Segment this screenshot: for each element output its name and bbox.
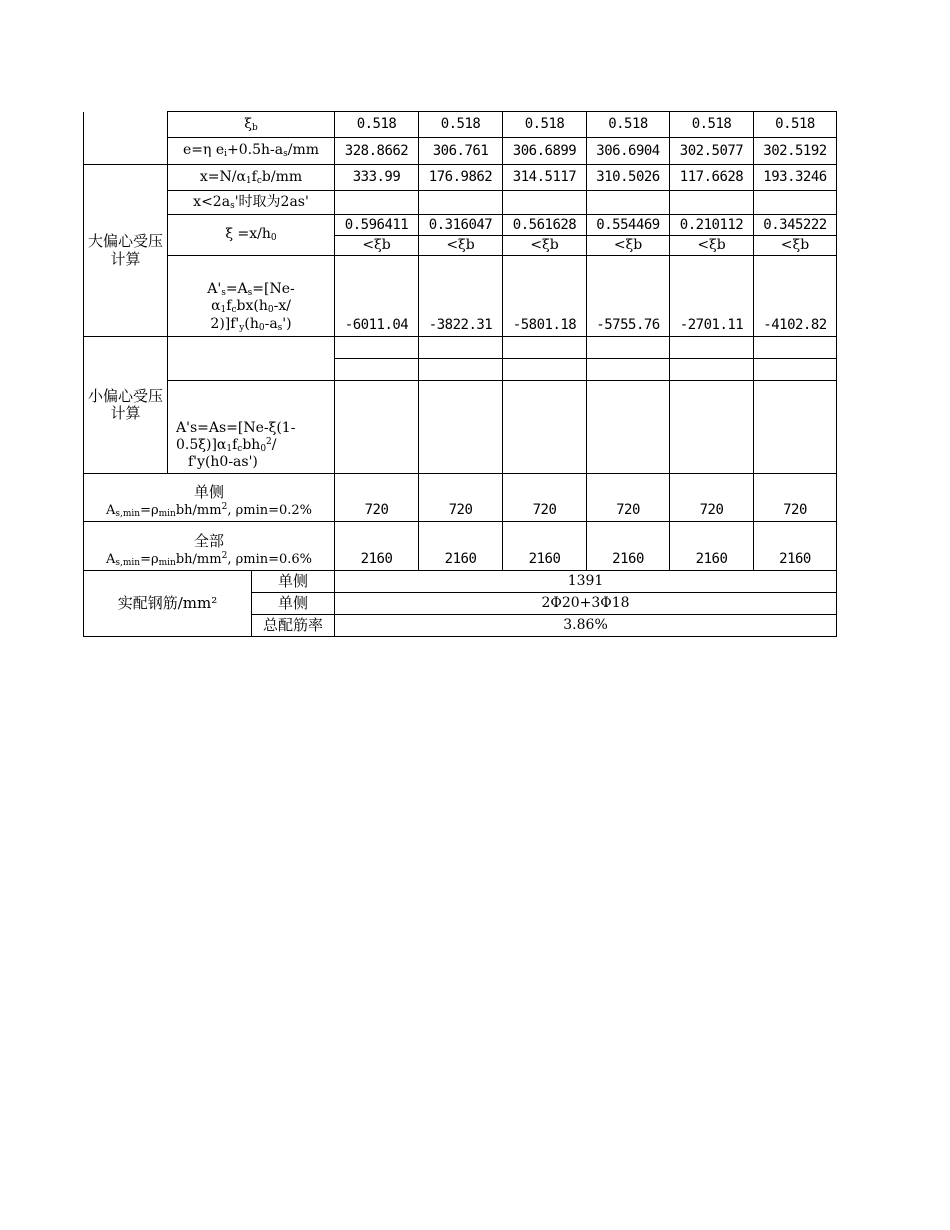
- value-cell[interactable]: 720: [419, 474, 503, 522]
- value-cell[interactable]: 0.518: [670, 112, 754, 138]
- group-label-large-text: 大偏心受压计算: [87, 232, 163, 268]
- value-cell[interactable]: 302.5192: [754, 138, 837, 165]
- table-row: [84, 474, 837, 522]
- row-label-xi-b: $\xi_b$: [168, 112, 335, 138]
- row-label-xi: $\xi =x/h_0$: [168, 215, 335, 256]
- value-cell[interactable]: 2160: [503, 522, 587, 571]
- empty-cell[interactable]: [587, 359, 670, 381]
- table-row: [84, 256, 837, 337]
- empty-cell[interactable]: [419, 337, 503, 359]
- value-cell[interactable]: -2701.11: [670, 256, 754, 337]
- formula-line: A's=As=[Ne-ξ(1-: [176, 420, 296, 437]
- value-cell[interactable]: 0.518: [754, 112, 837, 138]
- value-cell[interactable]: 720: [754, 474, 837, 522]
- value-cell[interactable]: 306.761: [419, 138, 503, 165]
- row-label-x-rule: $x<2a_s'$时取为2as': [168, 191, 335, 215]
- value-cell[interactable]: 306.6899: [503, 138, 587, 165]
- row-title: 全部: [194, 532, 225, 551]
- actual-label: 单侧: [252, 571, 335, 593]
- table-row: [84, 215, 837, 236]
- value-cell[interactable]: 0.554469: [587, 215, 670, 236]
- compare-cell[interactable]: <ξb: [587, 236, 670, 256]
- value-cell[interactable]: 176.9862: [419, 165, 503, 191]
- row-label-min-single: [84, 474, 335, 522]
- table-row: [84, 571, 837, 593]
- group-label-small: [84, 337, 168, 474]
- empty-cell[interactable]: [754, 359, 837, 381]
- value-cell[interactable]: 0.518: [335, 112, 419, 138]
- value-cell[interactable]: 0.596411: [335, 215, 419, 236]
- value-cell[interactable]: 2160: [670, 522, 754, 571]
- value-cell[interactable]: 2160: [587, 522, 670, 571]
- empty-cell[interactable]: [503, 337, 587, 359]
- row-label-as-small: [168, 381, 335, 474]
- empty-cell[interactable]: [335, 337, 419, 359]
- formula-line: $A_{s,min}=\rho_{min}bh/mm^2$, ρmin=0.2%: [106, 501, 313, 519]
- table-row: [84, 165, 837, 191]
- row-title: 单侧: [194, 483, 225, 502]
- empty-cell[interactable]: [754, 337, 837, 359]
- value-cell[interactable]: 0.561628: [503, 215, 587, 236]
- actual-label: 单侧: [252, 593, 335, 615]
- value-cell[interactable]: 333.99: [335, 165, 419, 191]
- row-label-e: e=η $e_i+0.5h-a_s/mm$: [168, 138, 335, 165]
- table-row: [84, 138, 837, 165]
- table-row: [84, 112, 837, 138]
- value-cell[interactable]: 0.316047: [419, 215, 503, 236]
- empty-cell[interactable]: [503, 381, 587, 474]
- actual-value[interactable]: 2Φ20+3Φ18: [335, 593, 837, 615]
- formula-line: $2)]f'_y(h_0-a_s')$: [210, 315, 292, 333]
- formula-line: $A'_s=A_s=[Ne-$: [207, 280, 295, 298]
- formula-line: $\alpha_1f_cbx(h_0-x/$: [211, 298, 291, 316]
- formula-line: $0.5\xi)]\alpha_1f_cbh_0^2/$: [176, 436, 277, 454]
- value-cell[interactable]: -6011.04: [335, 256, 419, 337]
- empty-cell[interactable]: [670, 191, 754, 215]
- table-row: [84, 381, 837, 474]
- value-cell[interactable]: 720: [587, 474, 670, 522]
- value-cell[interactable]: -3822.31: [419, 256, 503, 337]
- empty-cell[interactable]: [754, 381, 837, 474]
- value-cell[interactable]: 720: [670, 474, 754, 522]
- group-label-large: [84, 165, 168, 337]
- blank-label-cell: [168, 337, 335, 381]
- value-cell[interactable]: 2160: [754, 522, 837, 571]
- empty-cell[interactable]: [335, 381, 419, 474]
- row-label-min-total: [84, 522, 335, 571]
- value-cell[interactable]: 0.518: [587, 112, 670, 138]
- value-cell[interactable]: 306.6904: [587, 138, 670, 165]
- empty-cell[interactable]: [754, 191, 837, 215]
- blank-group-cell: [84, 112, 168, 165]
- value-cell[interactable]: -5755.76: [587, 256, 670, 337]
- compare-cell[interactable]: <ξb: [670, 236, 754, 256]
- empty-cell[interactable]: [670, 381, 754, 474]
- empty-cell[interactable]: [503, 359, 587, 381]
- table-row: [84, 191, 837, 215]
- value-cell[interactable]: 193.3246: [754, 165, 837, 191]
- empty-cell[interactable]: [587, 337, 670, 359]
- empty-cell[interactable]: [670, 337, 754, 359]
- empty-cell[interactable]: [335, 359, 419, 381]
- compare-cell[interactable]: <ξb: [754, 236, 837, 256]
- compare-cell[interactable]: <ξb: [335, 236, 419, 256]
- empty-cell[interactable]: [670, 359, 754, 381]
- value-cell[interactable]: 0.518: [419, 112, 503, 138]
- empty-cell[interactable]: [419, 359, 503, 381]
- formula-line: f'y(h0-as'): [188, 453, 258, 470]
- actual-title: [84, 571, 252, 637]
- empty-cell[interactable]: [419, 191, 503, 215]
- value-cell[interactable]: 117.6628: [670, 165, 754, 191]
- actual-value[interactable]: 1391: [335, 571, 837, 593]
- actual-label: 总配筋率: [252, 615, 335, 637]
- value-cell[interactable]: 0.210112: [670, 215, 754, 236]
- table-row: [84, 522, 837, 571]
- group-label-small-text: 小偏心受压计算: [87, 386, 163, 422]
- row-label-x: $x=N/\alpha_1f_cb/mm$: [168, 165, 335, 191]
- calculation-table: [83, 111, 837, 637]
- compare-cell[interactable]: <ξb: [419, 236, 503, 256]
- value-cell[interactable]: 2160: [335, 522, 419, 571]
- actual-value[interactable]: 3.86%: [335, 615, 837, 637]
- row-label-as-large: [168, 256, 335, 337]
- value-cell[interactable]: 328.8662: [335, 138, 419, 165]
- empty-cell[interactable]: [587, 191, 670, 215]
- empty-cell[interactable]: [503, 191, 587, 215]
- value-cell[interactable]: 0.345222: [754, 215, 837, 236]
- value-cell[interactable]: 720: [503, 474, 587, 522]
- compare-cell[interactable]: <ξb: [503, 236, 587, 256]
- formula-line: $A_{s,min}=\rho_{min}bh/mm^2$, ρmin=0.6%: [106, 550, 313, 568]
- empty-cell[interactable]: [587, 381, 670, 474]
- value-cell[interactable]: 314.5117: [503, 165, 587, 191]
- empty-cell[interactable]: [335, 191, 419, 215]
- value-cell[interactable]: -5801.18: [503, 256, 587, 337]
- actual-title-text: 实配钢筋/mm²: [117, 593, 218, 612]
- value-cell[interactable]: -4102.82: [754, 256, 837, 337]
- value-cell[interactable]: 302.5077: [670, 138, 754, 165]
- empty-cell[interactable]: [419, 381, 503, 474]
- value-cell[interactable]: 720: [335, 474, 419, 522]
- value-cell[interactable]: 0.518: [503, 112, 587, 138]
- value-cell[interactable]: 2160: [419, 522, 503, 571]
- value-cell[interactable]: 310.5026: [587, 165, 670, 191]
- table-row: [84, 337, 837, 359]
